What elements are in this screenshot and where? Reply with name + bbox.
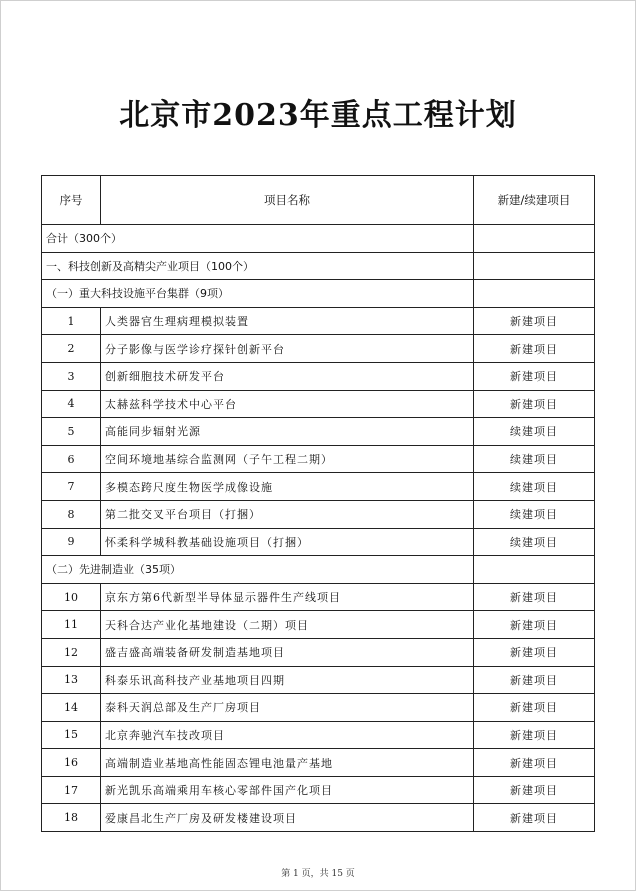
category-label: 一、科技创新及高精尖产业项目（100个） xyxy=(42,252,474,280)
project-name: 太赫兹科学技术中心平台 xyxy=(101,390,474,418)
project-type: 续建项目 xyxy=(474,418,595,446)
project-name: 空间环境地基综合监测网（子午工程二期） xyxy=(101,445,474,473)
row-number: 15 xyxy=(42,721,101,749)
document-title: 北京市2023年重点工程计划 xyxy=(119,98,517,133)
row-number: 1 xyxy=(42,307,101,335)
project-name: 第二批交叉平台项目（打捆） xyxy=(101,500,474,528)
project-type: 新建项目 xyxy=(474,666,595,694)
table-row xyxy=(42,418,595,446)
table-row xyxy=(42,638,595,666)
row-number: 9 xyxy=(42,528,101,556)
table-row xyxy=(42,666,595,694)
project-type: 续建项目 xyxy=(474,528,595,556)
project-type: 新建项目 xyxy=(474,390,595,418)
category-type-cell xyxy=(474,252,595,280)
project-name: 怀柔科学城科教基础设施项目（打捆） xyxy=(101,528,474,556)
project-type: 续建项目 xyxy=(474,500,595,528)
row-number: 13 xyxy=(42,666,101,694)
project-name: 科泰乐讯高科技产业基地项目四期 xyxy=(101,666,474,694)
project-type: 新建项目 xyxy=(474,776,595,804)
group-type-cell xyxy=(474,280,595,308)
project-name: 多模态跨尺度生物医学成像设施 xyxy=(101,473,474,501)
group-row xyxy=(42,556,595,584)
table-row xyxy=(42,804,595,832)
table-row xyxy=(42,473,595,501)
project-table xyxy=(41,175,595,832)
row-number: 5 xyxy=(42,418,101,446)
row-number: 7 xyxy=(42,473,101,501)
project-name: 高能同步辐射光源 xyxy=(101,418,474,446)
table-row xyxy=(42,500,595,528)
project-name: 天科合达产业化基地建设（二期）项目 xyxy=(101,611,474,639)
row-number: 14 xyxy=(42,694,101,722)
page-footer: 第 1 页，共 15 页 xyxy=(281,869,355,879)
row-number: 6 xyxy=(42,445,101,473)
project-type: 新建项目 xyxy=(474,721,595,749)
table-row xyxy=(42,362,595,390)
table-row xyxy=(42,307,595,335)
table-row xyxy=(42,749,595,777)
row-number: 3 xyxy=(42,362,101,390)
header-name: 项目名称 xyxy=(101,176,474,225)
project-name: 创新细胞技术研发平台 xyxy=(101,362,474,390)
project-name: 分子影像与医学诊疗探针创新平台 xyxy=(101,335,474,363)
project-type: 新建项目 xyxy=(474,583,595,611)
table-row xyxy=(42,445,595,473)
project-type: 新建项目 xyxy=(474,611,595,639)
project-type: 续建项目 xyxy=(474,445,595,473)
group-title: （二）先进制造业（35项） xyxy=(42,556,474,584)
header-no: 序号 xyxy=(42,176,101,225)
table-row xyxy=(42,583,595,611)
project-type: 新建项目 xyxy=(474,307,595,335)
project-type: 新建项目 xyxy=(474,335,595,363)
header-type: 新建/续建项目 xyxy=(474,176,595,225)
project-name: 人类器官生理病理模拟装置 xyxy=(101,307,474,335)
project-name: 新光凯乐高端乘用车核心零部件国产化项目 xyxy=(101,776,474,804)
project-name: 盛吉盛高端装备研发制造基地项目 xyxy=(101,638,474,666)
project-name: 北京奔驰汽车技改项目 xyxy=(101,721,474,749)
total-row xyxy=(42,225,595,253)
row-number: 2 xyxy=(42,335,101,363)
project-type: 新建项目 xyxy=(474,362,595,390)
project-name: 爱康昌北生产厂房及研发楼建设项目 xyxy=(101,804,474,832)
row-number: 11 xyxy=(42,611,101,639)
row-number: 8 xyxy=(42,500,101,528)
table-row xyxy=(42,390,595,418)
project-type: 续建项目 xyxy=(474,473,595,501)
row-number: 18 xyxy=(42,804,101,832)
group-row xyxy=(42,280,595,308)
project-type: 新建项目 xyxy=(474,804,595,832)
total-label: 合计（300个） xyxy=(42,225,474,253)
row-number: 16 xyxy=(42,749,101,777)
project-name: 泰科天润总部及生产厂房项目 xyxy=(101,694,474,722)
project-name: 高端制造业基地高性能固态锂电池量产基地 xyxy=(101,749,474,777)
project-name: 京东方第6代新型半导体显示器件生产线项目 xyxy=(101,583,474,611)
table-header-row xyxy=(42,176,595,225)
table-row xyxy=(42,776,595,804)
group-title: （一）重大科技设施平台集群（9项） xyxy=(42,280,474,308)
table-row xyxy=(42,694,595,722)
row-number: 10 xyxy=(42,583,101,611)
category-row xyxy=(42,252,595,280)
table-row xyxy=(42,611,595,639)
table-row xyxy=(42,528,595,556)
group-type-cell xyxy=(474,556,595,584)
project-type: 新建项目 xyxy=(474,638,595,666)
table-row xyxy=(42,721,595,749)
table-row xyxy=(42,335,595,363)
row-number: 12 xyxy=(42,638,101,666)
row-number: 17 xyxy=(42,776,101,804)
project-type: 新建项目 xyxy=(474,694,595,722)
total-type-cell xyxy=(474,225,595,253)
row-number: 4 xyxy=(42,390,101,418)
project-type: 新建项目 xyxy=(474,749,595,777)
